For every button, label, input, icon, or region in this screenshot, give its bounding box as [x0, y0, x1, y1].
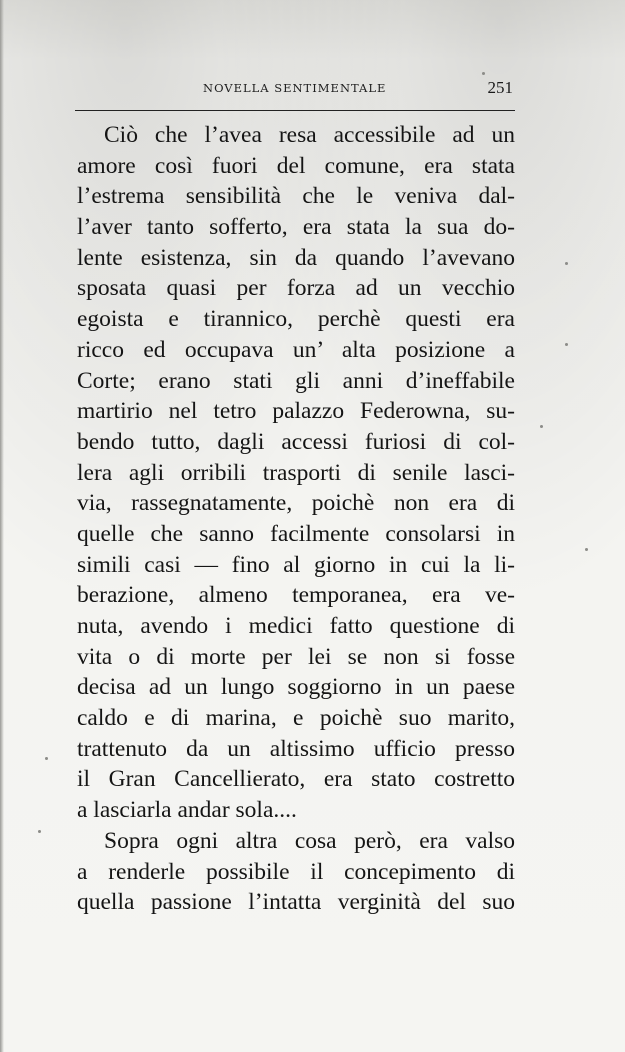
page-gutter-shadow: [0, 0, 4, 1052]
text-line: ricco ed occupava un’ alta posizione a: [77, 336, 515, 363]
text-line: amore così fuori del comune, era stata: [77, 152, 515, 179]
text-line: l’aver tanto sofferto, era stata la sua do-: [77, 214, 515, 241]
text-line: lente esistenza, sin da quando l’avevano: [77, 244, 515, 271]
text-line: sposata quasi per forza ad un vecchio: [77, 275, 515, 302]
running-head: [75, 78, 515, 98]
text-line: egoista e tirannico, perchè questi era: [77, 306, 515, 333]
paper-speck: [482, 72, 485, 75]
text-line: l’estrema sensibilità che le veniva dal-: [77, 183, 515, 210]
text-line: lera agli orribili trasporti di senile lasci-: [77, 459, 515, 486]
body-text: [77, 120, 515, 918]
text-line: a lasciarla andar sola....: [77, 797, 297, 824]
page-number: 251: [487, 78, 513, 97]
text-line: Sopra ogni altra cosa però, era valso: [104, 827, 515, 854]
paper-speck: [565, 343, 568, 346]
text-line: berazione, almeno temporanea, era ve-: [77, 582, 515, 609]
text-line: trattenuto da un altissimo ufficio presso: [77, 735, 515, 762]
text-line: caldo e di marina, e poichè suo marito,: [77, 705, 515, 732]
running-title: NOVELLA SENTIMENTALE: [203, 81, 387, 95]
text-line: via, rassegnatamente, poichè non era di: [77, 490, 515, 517]
text-line: a renderle possibile il concepimento di: [77, 858, 515, 885]
paper-speck: [38, 830, 41, 833]
text-line: il Gran Cancellierato, era stato costretto: [77, 766, 515, 793]
text-line: decisa ad un lungo soggiorno in un paese: [77, 674, 515, 701]
paper-speck: [540, 425, 543, 428]
text-line: quella passione l’intatta verginità del suo: [77, 889, 515, 916]
paper-speck: [565, 262, 568, 265]
paper-speck: [585, 548, 588, 551]
text-line: vita o di morte per lei se non si fosse: [77, 643, 515, 670]
text-line: quelle che sanno facilmente consolarsi in: [77, 520, 515, 547]
text-line: Corte; erano stati gli anni d’ineffabile: [77, 367, 515, 394]
text-line: Ciò che l’avea resa accessibile ad un: [104, 122, 515, 148]
text-line: simili casi — fino al giorno in cui la li-: [77, 551, 515, 578]
text-line: nuta, avendo i medici fatto questione di: [77, 613, 515, 639]
text-line: bendo tutto, dagli accessi furiosi di col-: [77, 428, 515, 455]
text-line: martirio nel tetro palazzo Federowna, su-: [77, 398, 515, 425]
paper-speck: [45, 757, 48, 760]
header-rule: [75, 110, 515, 111]
